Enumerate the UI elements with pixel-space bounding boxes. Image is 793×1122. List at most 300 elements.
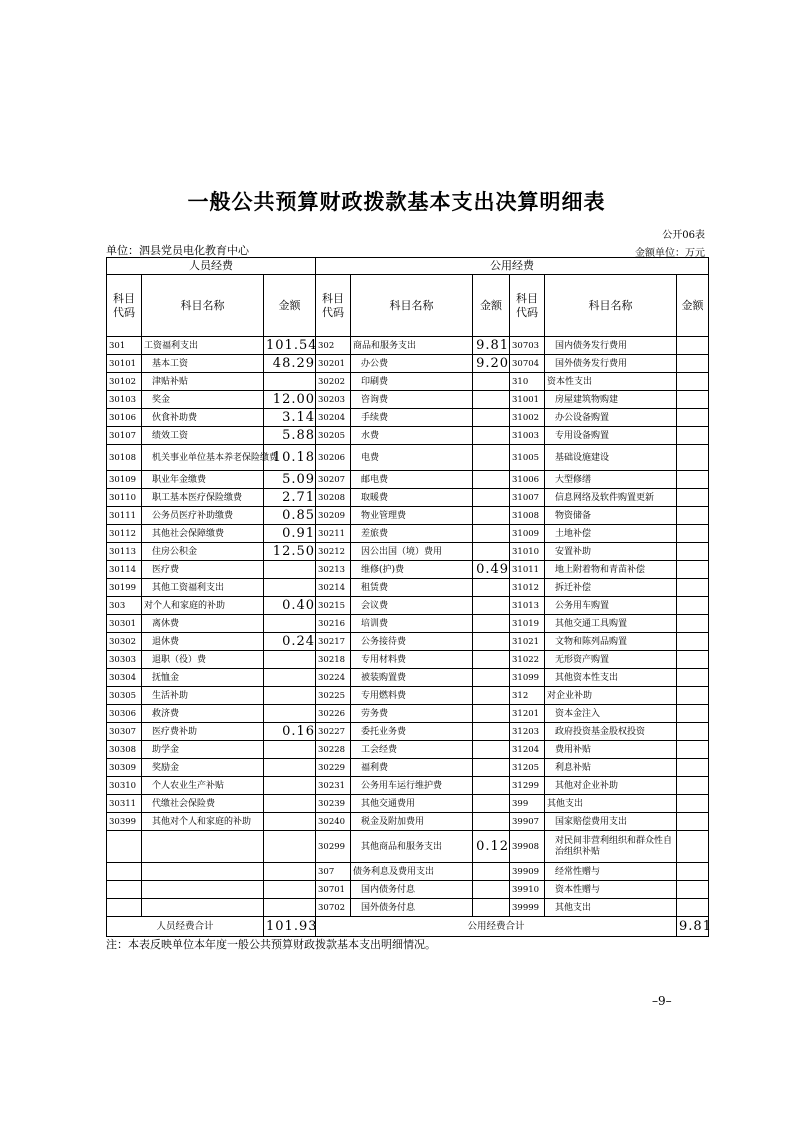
- cell-name: 生活补助: [142, 687, 264, 705]
- cell-amount: [473, 427, 510, 445]
- cell-code: 30112: [107, 525, 142, 543]
- table-row: [107, 391, 709, 409]
- footnote: 注：本表反映单位本年度一般公共预算财政拨款基本支出明细情况。: [106, 938, 436, 951]
- cell-name: 退休费: [142, 633, 264, 651]
- cell-amount: [473, 813, 510, 831]
- cell-name: 印刷费: [351, 373, 473, 391]
- table-row: [107, 337, 709, 355]
- cell-code: [107, 881, 142, 899]
- cell-amount: [473, 723, 510, 741]
- cell-code: 31003: [510, 427, 545, 445]
- cell-name: 国内债务发行费用: [545, 337, 677, 355]
- cell-code: 31204: [510, 741, 545, 759]
- cell-code: 31201: [510, 705, 545, 723]
- cell-code: 307: [316, 863, 351, 881]
- cell-code: 30302: [107, 633, 142, 651]
- table-row: [107, 741, 709, 759]
- cell-amount: [264, 795, 316, 813]
- cell-name: 专用材料费: [351, 651, 473, 669]
- cell-code: 30227: [316, 723, 351, 741]
- cell-code: 30213: [316, 561, 351, 579]
- cell-code: [107, 863, 142, 881]
- cell-code: 30101: [107, 355, 142, 373]
- cell-name: 资本性赠与: [545, 881, 677, 899]
- cell-amount: [677, 669, 709, 687]
- cell-name: [142, 899, 264, 917]
- cell-amount: [677, 723, 709, 741]
- cell-amount: [473, 795, 510, 813]
- cell-code: 30218: [316, 651, 351, 669]
- cell-name: 资本金注入: [545, 705, 677, 723]
- cell-code: 30201: [316, 355, 351, 373]
- cell-code: 31019: [510, 615, 545, 633]
- cell-code: 30113: [107, 543, 142, 561]
- personnel-total-amount: 101.93: [264, 917, 316, 937]
- cell-code: 30306: [107, 705, 142, 723]
- cell-amount: [473, 507, 510, 525]
- cell-name: 国外债务发行费用: [545, 355, 677, 373]
- cell-code: 30216: [316, 615, 351, 633]
- cell-amount: [473, 881, 510, 899]
- cell-amount: [264, 561, 316, 579]
- table-row: [107, 813, 709, 831]
- cell-amount: [473, 705, 510, 723]
- col-header-amount: 金额: [264, 275, 316, 337]
- cell-name: 职业年金缴费: [142, 471, 264, 489]
- cell-amount: [677, 445, 709, 471]
- cell-code: 30111: [107, 507, 142, 525]
- cell-name: 费用补贴: [545, 741, 677, 759]
- cell-name: 医疗费: [142, 561, 264, 579]
- cell-name: 被装购置费: [351, 669, 473, 687]
- cell-amount: [473, 759, 510, 777]
- cell-code: 31006: [510, 471, 545, 489]
- cell-code: 301: [107, 337, 142, 355]
- cell-code: 31299: [510, 777, 545, 795]
- cell-amount: 0.12: [473, 831, 510, 863]
- cell-name: 绩效工资: [142, 427, 264, 445]
- cell-name: 大型修缮: [545, 471, 677, 489]
- col-header-name: 科目名称: [351, 275, 473, 337]
- cell-code: 30114: [107, 561, 142, 579]
- cell-code: 31009: [510, 525, 545, 543]
- cell-amount: [473, 373, 510, 391]
- cell-amount: [473, 651, 510, 669]
- cell-code: 30202: [316, 373, 351, 391]
- cell-amount: 0.49: [473, 561, 510, 579]
- cell-name: 其他工资福利支出: [142, 579, 264, 597]
- cell-code: 39909: [510, 863, 545, 881]
- cell-code: [107, 831, 142, 863]
- cell-name: 国内债务付息: [351, 881, 473, 899]
- cell-code: 30303: [107, 651, 142, 669]
- cell-amount: [677, 813, 709, 831]
- cell-name: 代缴社会保险费: [142, 795, 264, 813]
- table-row: [107, 899, 709, 917]
- cell-name: 对民间非营利组织和群众性自治组织补贴: [545, 831, 677, 863]
- cell-amount: [677, 899, 709, 917]
- cell-name: 津贴补贴: [142, 373, 264, 391]
- cell-amount: [264, 813, 316, 831]
- cell-name: 文物和陈列品购置: [545, 633, 677, 651]
- cell-code: 31205: [510, 759, 545, 777]
- cell-code: 39910: [510, 881, 545, 899]
- cell-name: 经常性赠与: [545, 863, 677, 881]
- cell-code: 302: [316, 337, 351, 355]
- cell-amount: [677, 427, 709, 445]
- cell-amount: [677, 651, 709, 669]
- cell-code: 30103: [107, 391, 142, 409]
- cell-name: 工资福利支出: [142, 337, 264, 355]
- cell-amount: [677, 507, 709, 525]
- col-header-code: 科目代码: [510, 275, 545, 337]
- cell-amount: [473, 633, 510, 651]
- table-row: [107, 561, 709, 579]
- cell-code: 31021: [510, 633, 545, 651]
- cell-name: 会议费: [351, 597, 473, 615]
- cell-code: 30209: [316, 507, 351, 525]
- cell-amount: [677, 373, 709, 391]
- cell-amount: [473, 445, 510, 471]
- cell-name: 拆迁补偿: [545, 579, 677, 597]
- cell-amount: [264, 899, 316, 917]
- cell-name: 救济费: [142, 705, 264, 723]
- cell-amount: 12.00: [264, 391, 316, 409]
- cell-name: 维修(护)费: [351, 561, 473, 579]
- cell-amount: [473, 687, 510, 705]
- cell-code: 303: [107, 597, 142, 615]
- col-header-code: 科目代码: [107, 275, 142, 337]
- cell-code: 30308: [107, 741, 142, 759]
- cell-amount: [677, 391, 709, 409]
- cell-code: 30225: [316, 687, 351, 705]
- cell-name: [142, 881, 264, 899]
- cell-code: 30106: [107, 409, 142, 427]
- cell-name: 奖金: [142, 391, 264, 409]
- cell-name: 公务用车购置: [545, 597, 677, 615]
- cell-amount: [473, 489, 510, 507]
- cell-code: 30205: [316, 427, 351, 445]
- table-row: [107, 687, 709, 705]
- public-total-amount: 9.81: [677, 917, 709, 937]
- cell-name: 委托业务费: [351, 723, 473, 741]
- cell-name: 税金及附加费用: [351, 813, 473, 831]
- cell-amount: [264, 777, 316, 795]
- cell-code: 30399: [107, 813, 142, 831]
- cell-name: 奖励金: [142, 759, 264, 777]
- page-title: 一般公共预算财政拨款基本支出决算明细表: [187, 189, 606, 214]
- cell-amount: 101.54: [264, 337, 316, 355]
- cell-name: 无形资产购置: [545, 651, 677, 669]
- cell-name: 离休费: [142, 615, 264, 633]
- cell-code: 30309: [107, 759, 142, 777]
- table-row: [107, 525, 709, 543]
- public-total-label: 公用经费合计: [316, 917, 677, 937]
- cell-name: 基本工资: [142, 355, 264, 373]
- cell-amount: [677, 543, 709, 561]
- cell-amount: [264, 831, 316, 863]
- cell-code: 31013: [510, 597, 545, 615]
- cell-code: 30301: [107, 615, 142, 633]
- cell-amount: 5.09: [264, 471, 316, 489]
- table-row: [107, 489, 709, 507]
- cell-name: 医疗费补助: [142, 723, 264, 741]
- cell-code: 30704: [510, 355, 545, 373]
- cell-code: 39908: [510, 831, 545, 863]
- cell-amount: [677, 705, 709, 723]
- cell-amount: [677, 471, 709, 489]
- cell-name: 其他社会保障缴费: [142, 525, 264, 543]
- cell-name: 土地补偿: [545, 525, 677, 543]
- cell-code: 30240: [316, 813, 351, 831]
- cell-code: 30204: [316, 409, 351, 427]
- cell-name: 职工基本医疗保险缴费: [142, 489, 264, 507]
- col-header-code: 科目代码: [316, 275, 351, 337]
- cell-amount: 0.40: [264, 597, 316, 615]
- cell-code: 30207: [316, 471, 351, 489]
- cell-name: 安置补助: [545, 543, 677, 561]
- cell-name: 办公设备购置: [545, 409, 677, 427]
- cell-amount: [473, 669, 510, 687]
- table-row: [107, 881, 709, 899]
- cell-code: 30305: [107, 687, 142, 705]
- cell-name: 租赁费: [351, 579, 473, 597]
- cell-name: [142, 863, 264, 881]
- cell-code: 31099: [510, 669, 545, 687]
- cell-code: 30304: [107, 669, 142, 687]
- cell-amount: [264, 615, 316, 633]
- cell-amount: [473, 597, 510, 615]
- cell-amount: [473, 391, 510, 409]
- cell-code: 39907: [510, 813, 545, 831]
- cell-amount: 2.71: [264, 489, 316, 507]
- cell-amount: [677, 615, 709, 633]
- cell-code: 30199: [107, 579, 142, 597]
- cell-amount: [677, 795, 709, 813]
- personnel-total-label: 人员经费合计: [107, 917, 264, 937]
- cell-name: 房屋建筑物购建: [545, 391, 677, 409]
- table-row: [107, 543, 709, 561]
- cell-code: 31002: [510, 409, 545, 427]
- table-row: [107, 507, 709, 525]
- cell-amount: [473, 777, 510, 795]
- table-row: [107, 445, 709, 471]
- cell-amount: [677, 633, 709, 651]
- cell-code: 30226: [316, 705, 351, 723]
- cell-amount: 0.85: [264, 507, 316, 525]
- table-row: [107, 831, 709, 863]
- table-row: [107, 373, 709, 391]
- cell-code: 30310: [107, 777, 142, 795]
- table-row: [107, 651, 709, 669]
- cell-name: 水费: [351, 427, 473, 445]
- cell-name: 差旅费: [351, 525, 473, 543]
- cell-name: 国外债务付息: [351, 899, 473, 917]
- cell-amount: [264, 669, 316, 687]
- cell-name: 咨询费: [351, 391, 473, 409]
- cell-code: 30107: [107, 427, 142, 445]
- cell-amount: [677, 687, 709, 705]
- unit-label: 单位：泗县党员电化教育中心: [106, 244, 249, 257]
- cell-name: 物业管理费: [351, 507, 473, 525]
- cell-code: 30212: [316, 543, 351, 561]
- cell-amount: [264, 579, 316, 597]
- table-row: [107, 863, 709, 881]
- cell-name: 国家赔偿费用支出: [545, 813, 677, 831]
- cell-code: 31007: [510, 489, 545, 507]
- cell-amount: [264, 759, 316, 777]
- cell-amount: [473, 579, 510, 597]
- cell-amount: 9.81: [473, 337, 510, 355]
- cell-name: 手续费: [351, 409, 473, 427]
- cell-code: 31001: [510, 391, 545, 409]
- table-row: [107, 427, 709, 445]
- cell-name: 基础设施建设: [545, 445, 677, 471]
- cell-amount: [677, 777, 709, 795]
- cell-name: 专用燃料费: [351, 687, 473, 705]
- table-row: [107, 355, 709, 373]
- cell-amount: 9.20: [473, 355, 510, 373]
- amount-unit: 金额单位：万元: [635, 248, 705, 259]
- cell-name: 专用设备购置: [545, 427, 677, 445]
- cell-amount: [677, 579, 709, 597]
- cell-code: 31022: [510, 651, 545, 669]
- cell-code: 30214: [316, 579, 351, 597]
- table-number: 公开06表: [662, 230, 705, 241]
- cell-name: 住房公积金: [142, 543, 264, 561]
- cell-code: 30228: [316, 741, 351, 759]
- cell-code: 30703: [510, 337, 545, 355]
- cell-amount: [264, 741, 316, 759]
- cell-code: 30211: [316, 525, 351, 543]
- cell-amount: [677, 759, 709, 777]
- cell-name: 个人农业生产补贴: [142, 777, 264, 795]
- cell-code: 30702: [316, 899, 351, 917]
- cell-code: 30203: [316, 391, 351, 409]
- cell-code: 30110: [107, 489, 142, 507]
- cell-amount: 10.18: [264, 445, 316, 471]
- cell-name: 抚恤金: [142, 669, 264, 687]
- cell-code: 31012: [510, 579, 545, 597]
- cell-code: 31011: [510, 561, 545, 579]
- cell-name: 公务用车运行维护费: [351, 777, 473, 795]
- cell-name: 退职（役）费: [142, 651, 264, 669]
- cell-name: 债务利息及费用支出: [351, 863, 473, 881]
- cell-code: 31010: [510, 543, 545, 561]
- cell-amount: [264, 705, 316, 723]
- cell-name: 政府投资基金股权投资: [545, 723, 677, 741]
- cell-amount: [473, 899, 510, 917]
- table-row: [107, 471, 709, 489]
- cell-code: 312: [510, 687, 545, 705]
- cell-amount: 3.14: [264, 409, 316, 427]
- col-header-name: 科目名称: [545, 275, 677, 337]
- cell-amount: [473, 741, 510, 759]
- col-header-name: 科目名称: [142, 275, 264, 337]
- cell-amount: 0.24: [264, 633, 316, 651]
- cell-amount: [264, 373, 316, 391]
- cell-name: 办公费: [351, 355, 473, 373]
- cell-code: 30208: [316, 489, 351, 507]
- cell-amount: [473, 615, 510, 633]
- group-header-public: 公用经费: [316, 258, 709, 275]
- cell-code: 30206: [316, 445, 351, 471]
- cell-amount: [473, 525, 510, 543]
- cell-name: [142, 831, 264, 863]
- cell-code: 399: [510, 795, 545, 813]
- table-row: [107, 669, 709, 687]
- cell-name: 机关事业单位基本养老保险缴费: [142, 445, 264, 471]
- cell-name: 商品和服务支出: [351, 337, 473, 355]
- cell-name: 取暖费: [351, 489, 473, 507]
- cell-name: 公务接待费: [351, 633, 473, 651]
- cell-name: 其他交通工具购置: [545, 615, 677, 633]
- table-row: [107, 759, 709, 777]
- cell-name: 其他支出: [545, 899, 677, 917]
- cell-name: 电费: [351, 445, 473, 471]
- cell-code: 30311: [107, 795, 142, 813]
- cell-name: 其他资本性支出: [545, 669, 677, 687]
- cell-name: 地上附着物和青苗补偿: [545, 561, 677, 579]
- cell-name: 其他对个人和家庭的补助: [142, 813, 264, 831]
- cell-name: 资本性支出: [545, 373, 677, 391]
- cell-amount: 0.16: [264, 723, 316, 741]
- cell-name: 对企业补助: [545, 687, 677, 705]
- cell-code: 30307: [107, 723, 142, 741]
- cell-name: 助学金: [142, 741, 264, 759]
- cell-name: 伙食补助费: [142, 409, 264, 427]
- table-row: [107, 633, 709, 651]
- cell-name: 因公出国（境）费用: [351, 543, 473, 561]
- cell-code: 39999: [510, 899, 545, 917]
- table-row: [107, 723, 709, 741]
- cell-name: 劳务费: [351, 705, 473, 723]
- cell-amount: 5.88: [264, 427, 316, 445]
- cell-amount: [677, 525, 709, 543]
- cell-amount: [677, 409, 709, 427]
- cell-name: 其他对企业补助: [545, 777, 677, 795]
- cell-code: 30231: [316, 777, 351, 795]
- cell-amount: 0.91: [264, 525, 316, 543]
- table-row: [107, 597, 709, 615]
- cell-name: 利息补贴: [545, 759, 677, 777]
- cell-code: 30109: [107, 471, 142, 489]
- cell-code: 30224: [316, 669, 351, 687]
- cell-amount: [677, 337, 709, 355]
- cell-code: 30217: [316, 633, 351, 651]
- table-row: [107, 705, 709, 723]
- table-row: [107, 777, 709, 795]
- cell-amount: [264, 651, 316, 669]
- cell-amount: [677, 831, 709, 863]
- cell-code: 30229: [316, 759, 351, 777]
- cell-amount: [473, 471, 510, 489]
- expenditure-table: [106, 257, 712, 937]
- cell-amount: [677, 863, 709, 881]
- cell-amount: [677, 355, 709, 373]
- table-row: [107, 615, 709, 633]
- cell-amount: 12.50: [264, 543, 316, 561]
- page-number: –9–: [652, 994, 672, 1008]
- cell-amount: [264, 687, 316, 705]
- cell-name: 其他交通费用: [351, 795, 473, 813]
- table-row: [107, 579, 709, 597]
- cell-amount: [677, 881, 709, 899]
- cell-amount: [677, 561, 709, 579]
- cell-code: 310: [510, 373, 545, 391]
- cell-code: 30299: [316, 831, 351, 863]
- cell-name: 工会经费: [351, 741, 473, 759]
